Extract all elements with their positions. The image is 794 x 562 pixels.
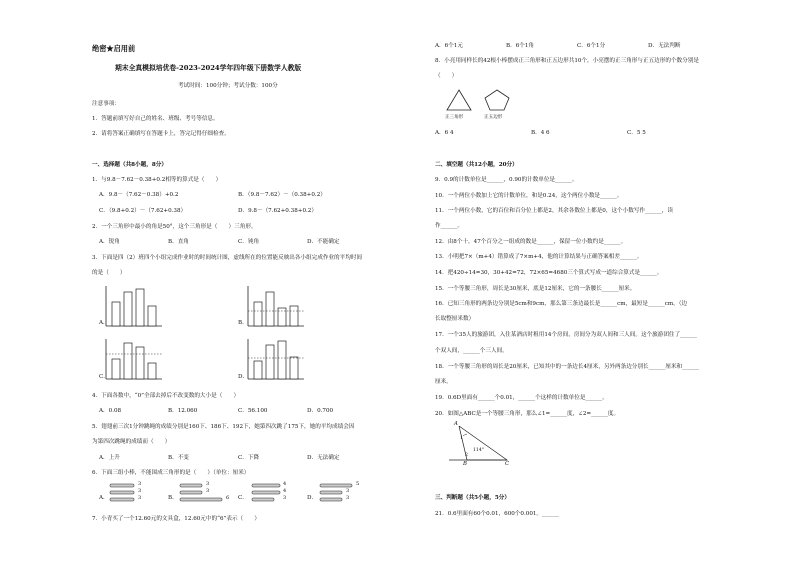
q2-option-b: B．直角 [168, 239, 189, 245]
q6-c-len-1: 4 [283, 481, 287, 487]
triangle-label: 正三角形 [445, 115, 464, 120]
section-fill-title: 二、填空题（共12小题，20分） [435, 162, 518, 168]
right-page [397, 0, 794, 562]
exam-title: 期末全真模拟培优卷-2023-2024学年四年级下册数学人教版 [115, 64, 302, 72]
question-19: 19．0.6D里面有______个0.01，______个这样的计数单位是______。 [435, 395, 608, 401]
q6-sticks-b [178, 482, 228, 504]
q6-option-a: A． [99, 495, 109, 501]
q4-option-d: D．0.700 [307, 408, 334, 414]
q6-b-len-3: 6 [226, 495, 230, 501]
question-3-line-1: 3．下面是四（2）班四个小组完成作业时的时间统计图，虚线所在的位置能反映出各小组完成作业的平均时间 [92, 255, 363, 261]
q5-option-b: B．不变 [168, 455, 189, 461]
q6-a-len-3: 3 [138, 495, 142, 501]
vertex-c-label: C [505, 461, 510, 467]
vertex-b-label: B [463, 461, 467, 467]
question-9: 9．0.9的计数单位是______，0.90的计数单位是______。 [435, 177, 578, 183]
angle-2-label: 2 [465, 453, 468, 458]
question-13: 13．小明把7×（m+4）错算成了7×m+4，他的计算结果与正确答案相差______。 [435, 254, 643, 260]
exam-info: 考试时间：100分钟；考试分数：100分 [178, 83, 278, 89]
q1-option-d: D．9.8－（7.62+0.38+0.2） [238, 208, 317, 214]
question-6: 6．下面三组小棒，不能围成三角形的是（ ）（单位：厘米） [92, 470, 250, 476]
q5-option-c: C．下降 [238, 455, 260, 461]
triangle-figure [445, 88, 473, 112]
q6-c-len-2: 4 [283, 488, 287, 494]
question-2: 2．一个三角形中最小的角是50°，这个三角形是（ ）三角形。 [92, 224, 257, 230]
q8-option-c: C．5 5 [627, 130, 646, 136]
angle-114-label: 114° [473, 448, 485, 453]
q7-option-b: B．6个1角 [506, 43, 535, 49]
q7-option-a: A．6个1元 [435, 43, 463, 49]
q4-option-c: C．56.100 [238, 408, 268, 414]
q6-d-len-2: 3 [346, 488, 350, 494]
notice-1: 1．答题前填写好自己的姓名、班级、考号等信息。 [92, 116, 219, 122]
question-3-line-2: 的是（ ） [92, 270, 126, 276]
question-17-line-1: 17．一个35人的旅游团，入住某酒店时租用14个房间，房间分为双人间和三人间。这个旅游团住了______ [435, 332, 697, 338]
q7-option-c: C．6个1分 [577, 43, 606, 49]
notice-title: 注意事项： [92, 101, 120, 107]
question-10: 10．一个两位小数加上它的计数单位，和是0.24，这个两位小数是______。 [435, 193, 623, 199]
q3-option-c: C． [99, 374, 109, 380]
q7-option-d: D．无法判断 [648, 43, 681, 49]
question-14: 14．把420÷14=30，30+42=72，72×65=4680三个算式写成一道综合算式是______。 [435, 270, 663, 276]
q2-option-d: D．不能确定 [307, 239, 340, 245]
vertex-a-label: A [454, 421, 458, 427]
q4-option-b: B．12.060 [168, 408, 198, 414]
question-17-line-2: 个双人间，______个三人间。 [435, 348, 508, 354]
question-4: 4．下面各数中，“0”全部去掉后不改变数的大小是（ ） [92, 393, 240, 399]
q6-a-len-2: 3 [138, 488, 142, 494]
q1-option-a: A．9.8－（7.62－0.38）+0.2 [99, 192, 179, 198]
q6-b-len-2: 3 [206, 488, 210, 494]
q3-option-d: D． [238, 374, 249, 380]
q6-option-b: B． [168, 495, 178, 501]
q6-sticks-c [250, 482, 286, 504]
q1-option-c: C．（9.8+0.2）－（7.62+0.38） [99, 208, 187, 214]
q8-option-b: B．4 6 [531, 130, 550, 136]
section-choice-title: 一、选择题（共8小题，8分） [92, 162, 167, 168]
q6-option-d: D． [307, 495, 318, 501]
q6-b-len-1: 3 [206, 481, 210, 487]
pentagon-figure [483, 88, 511, 112]
q5-option-d: D．无法确定 [307, 455, 340, 461]
q8-option-a: A．6 4 [435, 130, 454, 136]
pentagon-label: 正五边形 [484, 115, 503, 120]
q3-chart-b [246, 284, 306, 328]
q3-option-a: A． [99, 320, 109, 326]
question-18-line-1: 18．一个等腰三角形的周长是20厘米，已知其中的一条边长4厘米，另外两条边分别长______厘米和______ [435, 364, 699, 370]
question-7: 7．小青买了一个12.60元的文具盒，12.60元中的“6”表示（ ） [92, 516, 260, 522]
q4-option-a: A．0.08 [99, 408, 122, 414]
question-12: 12．由8个十，47个百分之一组成的数是______，保留一位小数约是______。 [435, 239, 627, 245]
q3-chart-a [104, 284, 164, 328]
notice-2: 2．请将答案正确填写在答题卡上，答完记得仔细检查。 [92, 131, 230, 137]
q3-chart-d [246, 337, 306, 381]
q6-c-len-3: 3 [283, 495, 287, 501]
question-16-line-1: 16．已知三角形的两条边分别是5cm和9cm，那么第三条边最长是______cm，最短是______cm。（边 [435, 301, 688, 307]
question-8-line-2: （ ） [435, 73, 458, 79]
question-18-line-2: 厘米。 [435, 379, 452, 385]
question-1: 1．与9.8－7.62－0.38+0.2相等的算式是（ ） [92, 177, 222, 183]
question-11-line-1: 11．一个两位小数，它的百位和百分位上都是2，其余各数位上都是0，这个小数写作______，读 [435, 208, 673, 214]
q6-sticks-d [318, 482, 358, 504]
q2-option-a: A．锐角 [99, 239, 120, 245]
question-15: 15．一个等腰三角形，周长是30厘米，底是12厘米，它的一条腰长______厘米。 [435, 286, 636, 292]
q6-d-len-1: 5 [356, 481, 360, 487]
question-20: 20．如图△ABC是一个等腰三角形，那么∠1=______度，∠2=______度。 [435, 411, 620, 417]
q6-d-len-3: 3 [346, 495, 350, 501]
q2-option-c: C．钝角 [238, 239, 260, 245]
question-11-line-2: 作______。 [435, 223, 463, 229]
question-8-line-1: 8．小亮用同样长的42根小棒摆成正三角形和正五边形共10个，小亮摆的正三角形与正五边形的个数分别是 [435, 58, 699, 64]
q6-option-c: C． [238, 495, 248, 501]
question-5-line-1: 5．翅翅前三次1分钟跳绳的成绩分别是160下、186下、192下，她第四次跳了175下，她的平均成绩会因 [92, 424, 355, 430]
question-5-line-2: 为第四次跳绳的成绩而（ ） [92, 439, 171, 445]
question-21: 21．0.6里面有60个0.01，600个0.001。______ [435, 511, 559, 517]
q3-chart-c [104, 337, 164, 381]
question-16-line-2: 长取整厘米数） [435, 316, 475, 322]
angle-1-label: 1 [460, 436, 463, 441]
q3-option-b: B． [238, 320, 248, 326]
q5-option-a: A．上升 [99, 455, 120, 461]
secret-label: 绝密★启用前 [92, 44, 136, 53]
q6-a-len-1: 3 [138, 481, 142, 487]
q1-option-b: B．（9.8－7.62）－（0.38+0.2） [238, 192, 326, 198]
section-judge-title: 三、判断题（共5小题，5分） [435, 495, 510, 501]
